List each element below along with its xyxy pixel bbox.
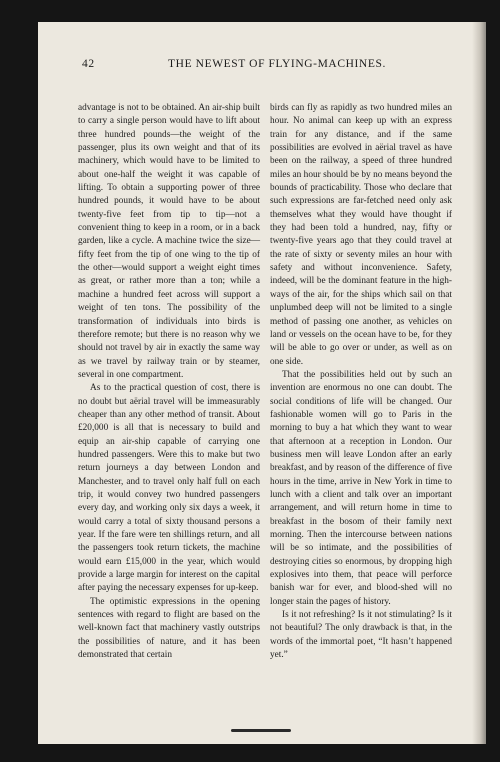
paragraph: Is it not refreshing? Is it not stimulating? Is it not beautiful? The only drawback is that, in the words of the immortal poet, “It hasn’t happened yet.” bbox=[270, 610, 452, 661]
paragraph: That the possibilities held out by such an invention are enormous no one can doubt. The social conditions of life will be changed. Our fashionable women will go to Paris in the morning to buy a hat which they want to wear that afternoon at a reception in London. Our business men will leave London after an early breakfast, and by reason of the difference of five hours in the time, arrive in New York in time to lunch with a client and talk over an important arrangement, and will return home in time to breakfast in the bosom of their family next morning. Then the intercourse between nations will be so intimate, and the possibilities of destroying cities so enormous, by dropping high explosives into them, that peace will perforce banish war for ever, and blood-shed will no longer stain the pages of history. bbox=[270, 369, 452, 607]
paragraph: birds can fly as rapidly as two hundred miles an hour. No animal can keep up with an express train for any distance, and if the same possibilities are evolved in aërial travel as have been on the railway, a speed of three hundred miles an hour should be by no means beyond the bounds of practicability. Those who declare that such expressions are far-fetched need only ask themselves what they would have thought if they had been told a hundred, nay, fifty or twenty-five years ago that they could travel at the rate of sixty or seventy miles an hour with safety and without inconvenience. Safety, indeed, will be the dominant feature in the high-ways of the air, for the ships which sail on that unplumbed deep will not be limited to a single method of passing one another, as vehicles on land or vessels on the ocean have to be, for they will be able to go over or under, as well as on one side. bbox=[270, 103, 452, 367]
page-gutter-shadow bbox=[472, 22, 486, 744]
paragraph: As to the practical question of cost, there is no doubt but aërial travel will be immeasurably cheaper than any other method of transit. About £20,000 is all that is necessary to build and equip an air-ship capable of carrying one hundred passengers. Were this to make but two return journeys a day between London and Manchester, and to travel only half full on each trip, it would convey two hundred passengers every day, and working only six days a week, it would carry a total of sixty thousand persons a year. If the fare were ten shillings return, and all the passengers took return tickets, the machine would earn £15,000 in the year, which would provide a large margin for interest on the capital after paying the necessary expenses for up-keep. bbox=[78, 383, 260, 594]
left-column bbox=[78, 102, 260, 662]
paragraph: advantage is not to be obtained. An air-ship built to carry a single person would have to lift about three hundred pounds—the weight of the passenger, plus its own weight and that of its machinery, which would have to be limited to about one-half the weight it was capable of lifting. To obtain a supporting power of three hundred pounds, it would have to be about twenty-five feet from tip to tip—not a convenient thing to keep in a room, or in a back garden, like a cycle. A machine twice the size—fifty feet from the tip of one wing to the tip of the other—would support a weight eight times as great, or rather more than a ton; while a machine a hundred feet across will support a weight of ten tons. The possibility of the transformation of individuals into birds is therefore remote; but there is no reason why we should not travel by air in exactly the same way as we travel by railway train or by steamer, several in one compartment. bbox=[78, 103, 260, 380]
book-page bbox=[38, 22, 486, 744]
running-head: THE NEWEST OF FLYING-MACHINES. bbox=[168, 58, 386, 70]
right-column bbox=[270, 102, 452, 662]
page-number: 42 bbox=[82, 58, 95, 70]
paragraph: The optimistic expressions in the opening sentences with regard to flight are based on the well-known fact that machinery vastly outstrips the possibilities of nature, and it has been demonstrated that certain bbox=[78, 596, 260, 661]
scan-artifact-mark bbox=[231, 729, 291, 732]
